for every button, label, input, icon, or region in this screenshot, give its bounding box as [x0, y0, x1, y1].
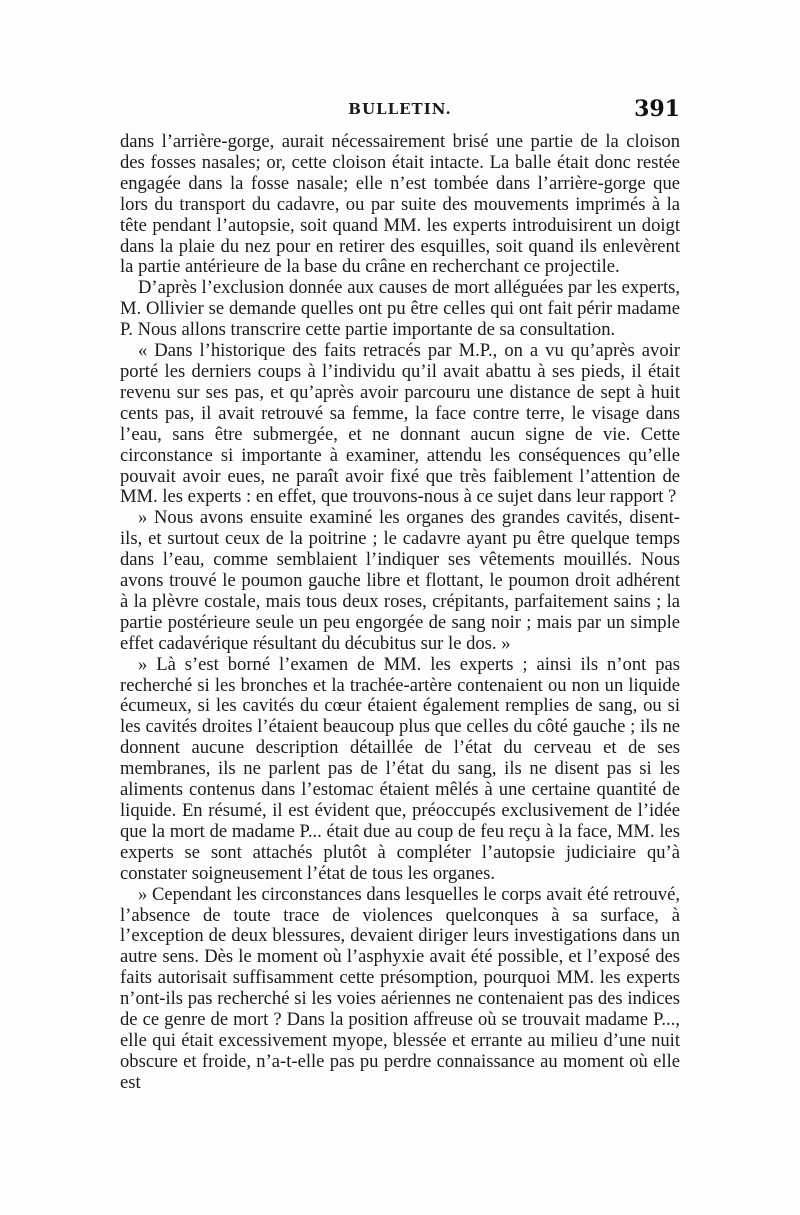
- running-head: BULLETIN.: [348, 100, 452, 118]
- paragraph-5: » Là s’est borné l’examen de MM. les experts ; ainsi ils n’ont pas recherché si les bronches et la trachée-artère contenaient ou non un liquide écumeux, si les cavités du cœur étaient également remplies de sang, ou si les cavités droites l’étaient beaucoup plus que celles du côté gauche ; ils ne donnent aucune description détaillée de l’état du cerveau et de ses membranes, ils ne parlent pas de l’état du sang, ils ne disent pas si les aliments contenus dans l’estomac étaient mêlés à une certaine quantité de liquide. En résumé, il est évident que, préoccupés exclusivement de l’idée que la mort de madame P... était due au coup de feu reçu à la face, MM. les experts se sont attachés plutôt à compléter l’autopsie judiciaire qu’à constater soigneusement l’état de tous les organes.: [120, 653, 680, 884]
- page-header: [120, 96, 680, 130]
- page-number: 391: [634, 96, 680, 122]
- paragraph-1: dans l’arrière-gorge, aurait nécessairement brisé une partie de la cloison des fosses nasales; or, cette cloison était intacte. La balle était donc restée engagée dans la fosse nasale; elle n’est tombée dans l’arrière-gorge que lors du transport du cadavre, ou par suite des mouvements imprimés à la tête pendant l’autopsie, soit quand MM. les experts introduisirent un doigt dans la plaie du nez pour en retirer des esquilles, soit quand ils enlevèrent la partie antérieure de la base du crâne en recherchant ce projectile.: [120, 131, 680, 278]
- paragraph-2: D’après l’exclusion donnée aux causes de mort alléguées par les experts, M. Ollivier se demande quelles ont pu être celles qui ont fait périr madame P. Nous allons transcrire cette partie importante de sa consultation.: [120, 277, 680, 341]
- body-text: [120, 132, 680, 1094]
- paragraph-3: « Dans l’historique des faits retracés par M.P., on a vu qu’après avoir porté les derniers coups à l’individu qu’il avait abattu à ses pieds, il était revenu sur ses pas, et qu’après avoir parcouru une distance de sept à huit cents pas, il avait retrouvé sa femme, la face contre terre, le visage dans l’eau, sans être submergée, et ne donnant aucun signe de vie. Cette circonstance si importante à examiner, attendu les conséquences qu’elle pouvait avoir eues, ne paraît avoir fixé que très faiblement l’attention de MM. les experts : en effet, que trouvons-nous à ce sujet dans leur rapport ?: [120, 340, 680, 508]
- paragraph-4: » Nous avons ensuite examiné les organes des grandes cavités, disent-ils, et surtout ceux de la poitrine ; le cadavre ayant pu être quelque temps dans l’eau, comme semblaient l’indiquer ses vêtements mouillés. Nous avons trouvé le poumon gauche libre et flottant, le poumon droit adhérent à la plèvre costale, mais tous deux roses, crépitants, parfaitement sains ; la partie postérieure seule un peu engorgée de sang noir ; mais par un simple effet cadavérique résultant du décubitus sur le dos. »: [120, 507, 680, 654]
- paragraph-6: » Cependant les circonstances dans lesquelles le corps avait été retrouvé, l’absence de toute trace de violences quelconques à sa surface, à l’exception de deux blessures, devaient diriger leurs investigations dans un autre sens. Dès le moment où l’asphyxie avait été possible, et l’exposé des faits autorisait suffisamment cette présomption, pourquoi MM. les experts n’ont-ils pas recherché si les voies aériennes ne contenaient pas des indices de ce genre de mort ? Dans la position affreuse où se trouvait madame P..., elle qui était excessivement myope, blessée et errante au milieu d’une nuit obscure et froide, n’a-t-elle pas pu perdre connaissance au moment où elle est: [120, 883, 680, 1093]
